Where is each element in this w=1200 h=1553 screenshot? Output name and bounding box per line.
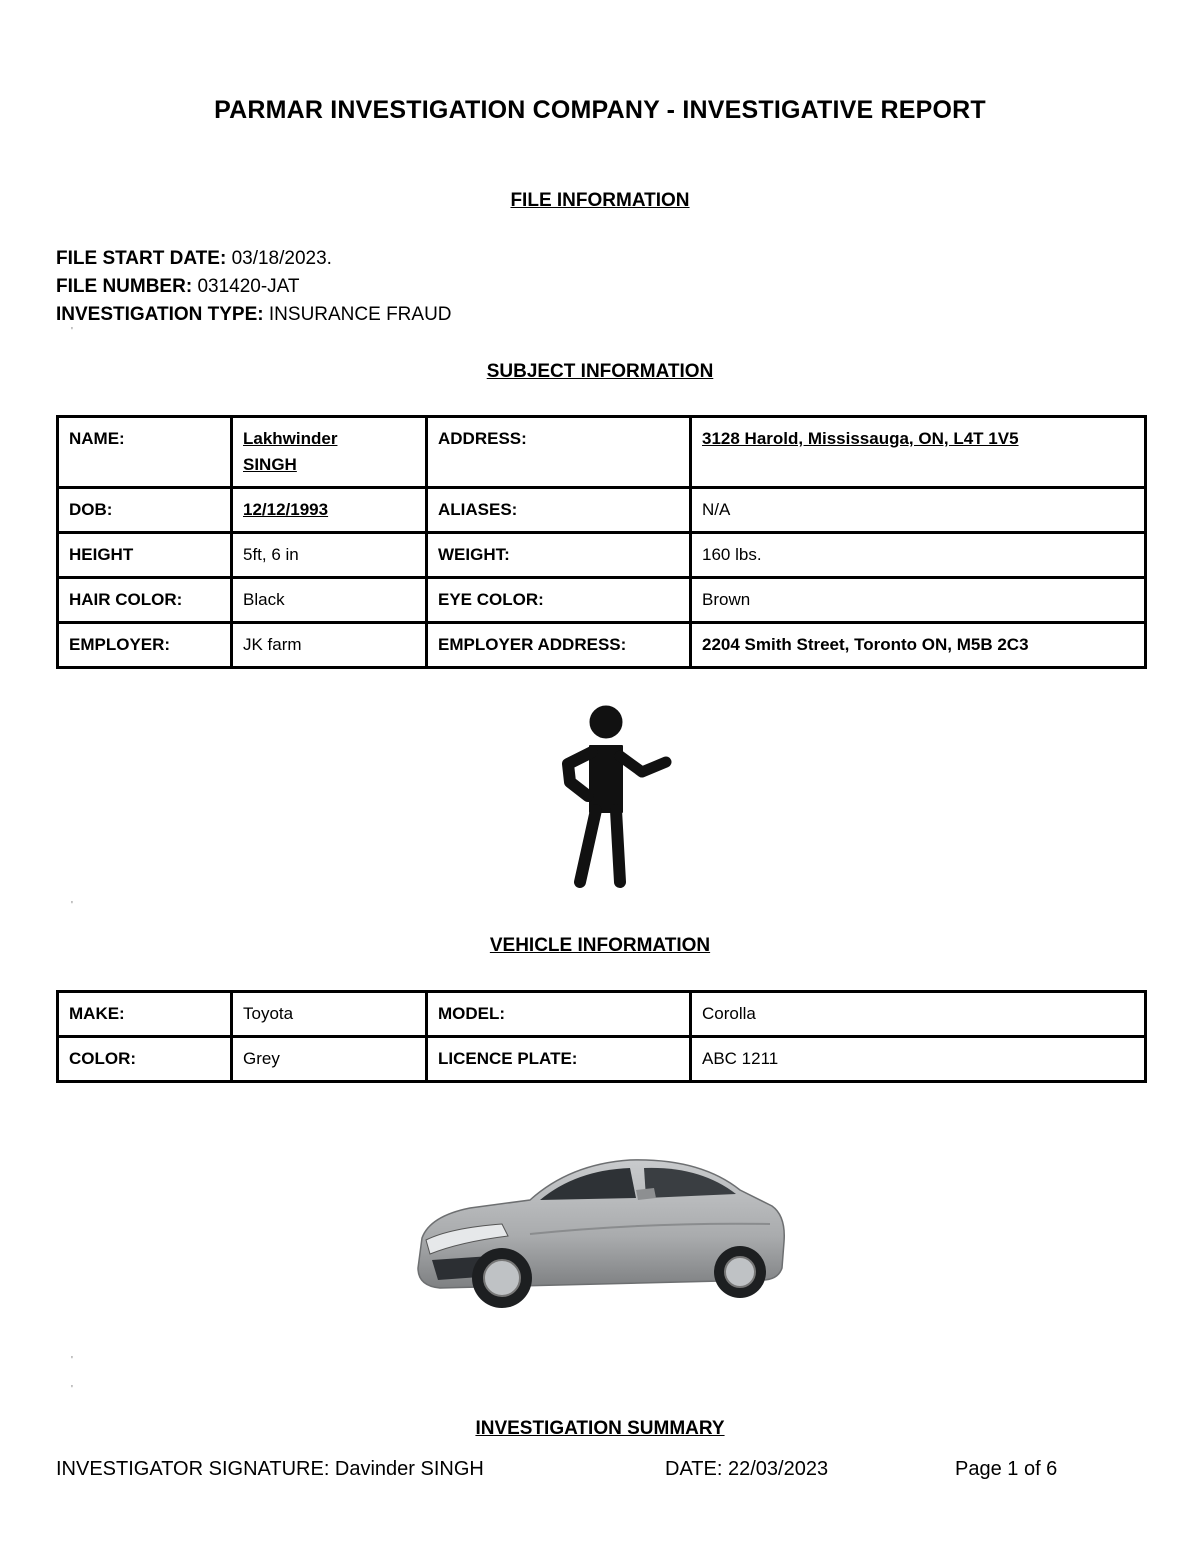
name-label: NAME:	[58, 417, 232, 488]
aliases-value: N/A	[691, 488, 1146, 533]
licence-plate-value: ABC 1211	[691, 1037, 1146, 1082]
address-label: ADDRESS:	[427, 417, 691, 488]
paragraph-mark: '	[71, 1384, 73, 1395]
height-value: 5ft, 6 in	[232, 533, 427, 578]
hair-color-value: Black	[232, 578, 427, 623]
table-row	[58, 578, 1146, 623]
investigation-summary-heading: INVESTIGATION SUMMARY	[475, 1418, 725, 1439]
vehicle-info-heading: VEHICLE INFORMATION	[489, 935, 711, 956]
weight-value: 160 lbs.	[691, 533, 1146, 578]
file-info-heading: FILE INFORMATION	[510, 190, 690, 211]
name-last: SINGH	[243, 455, 297, 474]
investigation-type-label: INVESTIGATION TYPE:	[56, 304, 264, 325]
paragraph-mark: '	[71, 900, 73, 911]
vehicle-table	[56, 990, 1147, 1083]
file-number-label: FILE NUMBER:	[56, 276, 193, 297]
subject-figure-image	[530, 700, 690, 895]
dob-label: DOB:	[58, 488, 232, 533]
address-value: 3128 Harold, Mississauga, ON, L4T 1V5	[691, 417, 1146, 488]
table-row	[58, 623, 1146, 668]
file-number-value: 031420-JAT	[197, 276, 300, 297]
height-label: HEIGHT	[58, 533, 232, 578]
table-row	[58, 533, 1146, 578]
name-value	[232, 417, 427, 488]
page-number: Page 1 of 6	[955, 1458, 1058, 1480]
name-first: Lakhwinder	[243, 429, 338, 448]
employer-label: EMPLOYER:	[58, 623, 232, 668]
model-label: MODEL:	[427, 992, 691, 1037]
dob-value: 12/12/1993	[232, 488, 427, 533]
investigation-type-value: INSURANCE FRAUD	[268, 304, 452, 325]
table-row	[58, 1037, 1146, 1082]
make-value: Toyota	[232, 992, 427, 1037]
table-row	[58, 417, 1146, 488]
investigator-signature: INVESTIGATOR SIGNATURE: Davinder SINGH	[56, 1458, 484, 1480]
paragraph-mark: '	[71, 326, 73, 337]
file-start-date-value: 03/18/2023.	[231, 248, 332, 269]
weight-label: WEIGHT:	[427, 533, 691, 578]
file-start-date-line	[56, 245, 332, 273]
eye-color-value: Brown	[691, 578, 1146, 623]
file-start-date-label: FILE START DATE:	[56, 248, 227, 269]
paragraph-mark: '	[71, 1355, 73, 1366]
aliases-label: ALIASES:	[427, 488, 691, 533]
eye-color-label: EYE COLOR:	[427, 578, 691, 623]
employer-address-value: 2204 Smith Street, Toronto ON, M5B 2C3	[691, 623, 1146, 668]
report-date: DATE: 22/03/2023	[665, 1458, 829, 1480]
report-title: PARMAR INVESTIGATION COMPANY - INVESTIGATIVE REPORT	[214, 96, 986, 124]
investigation-type-line	[56, 301, 452, 329]
file-number-line	[56, 273, 300, 301]
make-label: MAKE:	[58, 992, 232, 1037]
table-row	[58, 488, 1146, 533]
employer-address-label: EMPLOYER ADDRESS:	[427, 623, 691, 668]
hair-color-label: HAIR COLOR:	[58, 578, 232, 623]
subject-table	[56, 415, 1147, 669]
table-row	[58, 992, 1146, 1037]
employer-value: JK farm	[232, 623, 427, 668]
vehicle-car-image	[410, 1150, 790, 1315]
color-label: COLOR:	[58, 1037, 232, 1082]
model-value: Corolla	[691, 992, 1146, 1037]
licence-plate-label: LICENCE PLATE:	[427, 1037, 691, 1082]
color-value: Grey	[232, 1037, 427, 1082]
subject-info-heading: SUBJECT INFORMATION	[486, 361, 714, 382]
